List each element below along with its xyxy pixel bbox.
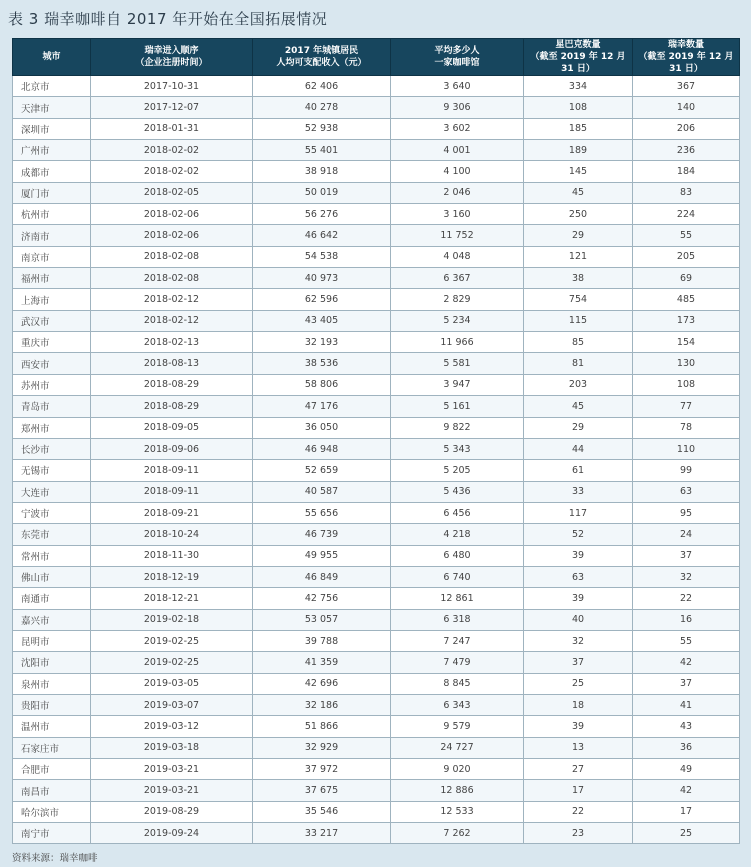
cell-entry-date: 2018-09-05 xyxy=(91,417,253,438)
cell-income: 50 019 xyxy=(253,182,391,203)
cell-city: 无锡市 xyxy=(13,460,91,481)
cell-luckin-count: 206 xyxy=(633,118,740,139)
cell-entry-date: 2019-08-29 xyxy=(91,801,253,822)
table-row xyxy=(13,353,740,374)
cell-people-per-cafe: 8 845 xyxy=(391,673,524,694)
cell-income: 33 217 xyxy=(253,823,391,844)
table-row xyxy=(13,588,740,609)
cell-starbucks-count: 81 xyxy=(524,353,633,374)
header-luckin-count xyxy=(633,39,740,76)
cell-luckin-count: 69 xyxy=(633,268,740,289)
cell-luckin-count: 25 xyxy=(633,823,740,844)
cell-entry-date: 2018-02-08 xyxy=(91,268,253,289)
cell-city: 北京市 xyxy=(13,76,91,97)
cell-income: 32 929 xyxy=(253,737,391,758)
cell-entry-date: 2019-03-18 xyxy=(91,737,253,758)
cell-income: 38 918 xyxy=(253,161,391,182)
cell-luckin-count: 236 xyxy=(633,140,740,161)
table-row xyxy=(13,161,740,182)
header-entry-order xyxy=(91,39,253,76)
cell-luckin-count: 55 xyxy=(633,630,740,651)
cell-luckin-count: 95 xyxy=(633,502,740,523)
cell-entry-date: 2019-03-21 xyxy=(91,759,253,780)
expansion-table xyxy=(12,38,740,844)
cell-people-per-cafe: 4 100 xyxy=(391,161,524,182)
cell-entry-date: 2018-09-06 xyxy=(91,438,253,459)
cell-income: 46 739 xyxy=(253,524,391,545)
cell-starbucks-count: 37 xyxy=(524,652,633,673)
table-row xyxy=(13,609,740,630)
cell-people-per-cafe: 5 234 xyxy=(391,310,524,331)
cell-people-per-cafe: 2 046 xyxy=(391,182,524,203)
cell-starbucks-count: 85 xyxy=(524,332,633,353)
cell-starbucks-count: 39 xyxy=(524,588,633,609)
cell-income: 40 973 xyxy=(253,268,391,289)
table-row xyxy=(13,524,740,545)
cell-city: 温州市 xyxy=(13,716,91,737)
cell-city: 青岛市 xyxy=(13,396,91,417)
cell-people-per-cafe: 5 436 xyxy=(391,481,524,502)
header-entry-order-line2: （企业注册时间） xyxy=(135,58,208,68)
cell-entry-date: 2019-02-25 xyxy=(91,630,253,651)
cell-starbucks-count: 108 xyxy=(524,97,633,118)
cell-starbucks-count: 334 xyxy=(524,76,633,97)
header-starbucks-count xyxy=(524,39,633,76)
cell-starbucks-count: 121 xyxy=(524,246,633,267)
cell-luckin-count: 99 xyxy=(633,460,740,481)
cell-income: 32 193 xyxy=(253,332,391,353)
cell-city: 宁波市 xyxy=(13,502,91,523)
cell-entry-date: 2019-03-07 xyxy=(91,694,253,715)
table-row xyxy=(13,566,740,587)
cell-people-per-cafe: 11 752 xyxy=(391,225,524,246)
header-people-per-cafe-line1: 平均多少人 xyxy=(434,46,480,56)
cell-luckin-count: 32 xyxy=(633,566,740,587)
cell-entry-date: 2018-11-30 xyxy=(91,545,253,566)
cell-people-per-cafe: 3 602 xyxy=(391,118,524,139)
cell-starbucks-count: 32 xyxy=(524,630,633,651)
table-row xyxy=(13,332,740,353)
cell-people-per-cafe: 4 001 xyxy=(391,140,524,161)
cell-people-per-cafe: 5 161 xyxy=(391,396,524,417)
table-row xyxy=(13,246,740,267)
cell-income: 39 788 xyxy=(253,630,391,651)
cell-income: 62 406 xyxy=(253,76,391,97)
cell-income: 53 057 xyxy=(253,609,391,630)
cell-luckin-count: 78 xyxy=(633,417,740,438)
header-starbucks-line2: （截至 2019 年 12 月 31 日） xyxy=(530,52,626,74)
cell-luckin-count: 130 xyxy=(633,353,740,374)
cell-starbucks-count: 754 xyxy=(524,289,633,310)
cell-luckin-count: 17 xyxy=(633,801,740,822)
cell-people-per-cafe: 9 020 xyxy=(391,759,524,780)
cell-city: 沈阳市 xyxy=(13,652,91,673)
cell-people-per-cafe: 5 581 xyxy=(391,353,524,374)
cell-luckin-count: 184 xyxy=(633,161,740,182)
cell-people-per-cafe: 6 318 xyxy=(391,609,524,630)
table-row xyxy=(13,118,740,139)
cell-starbucks-count: 145 xyxy=(524,161,633,182)
table-row xyxy=(13,630,740,651)
cell-income: 43 405 xyxy=(253,310,391,331)
cell-starbucks-count: 117 xyxy=(524,502,633,523)
cell-entry-date: 2019-03-21 xyxy=(91,780,253,801)
cell-luckin-count: 16 xyxy=(633,609,740,630)
cell-people-per-cafe: 7 247 xyxy=(391,630,524,651)
cell-city: 重庆市 xyxy=(13,332,91,353)
cell-income: 38 536 xyxy=(253,353,391,374)
cell-income: 55 401 xyxy=(253,140,391,161)
table-row xyxy=(13,204,740,225)
cell-starbucks-count: 250 xyxy=(524,204,633,225)
cell-income: 40 587 xyxy=(253,481,391,502)
header-luckin-line2: （截至 2019 年 12 月 31 日） xyxy=(638,52,734,74)
cell-income: 62 596 xyxy=(253,289,391,310)
cell-people-per-cafe: 5 343 xyxy=(391,438,524,459)
cell-entry-date: 2018-10-24 xyxy=(91,524,253,545)
table-title: 表 3 瑞幸咖啡自 2017 年开始在全国拓展情况 xyxy=(8,10,328,28)
cell-people-per-cafe: 4 218 xyxy=(391,524,524,545)
cell-starbucks-count: 203 xyxy=(524,374,633,395)
cell-people-per-cafe: 6 367 xyxy=(391,268,524,289)
table-row xyxy=(13,225,740,246)
cell-income: 37 972 xyxy=(253,759,391,780)
cell-entry-date: 2019-02-18 xyxy=(91,609,253,630)
cell-income: 58 806 xyxy=(253,374,391,395)
cell-people-per-cafe: 12 533 xyxy=(391,801,524,822)
cell-luckin-count: 36 xyxy=(633,737,740,758)
cell-luckin-count: 43 xyxy=(633,716,740,737)
cell-luckin-count: 22 xyxy=(633,588,740,609)
cell-starbucks-count: 189 xyxy=(524,140,633,161)
cell-entry-date: 2018-08-29 xyxy=(91,374,253,395)
cell-city: 长沙市 xyxy=(13,438,91,459)
cell-city: 杭州市 xyxy=(13,204,91,225)
table-row xyxy=(13,737,740,758)
cell-entry-date: 2018-02-05 xyxy=(91,182,253,203)
cell-luckin-count: 173 xyxy=(633,310,740,331)
header-income-line1: 2017 年城镇居民 xyxy=(284,46,359,56)
header-city-label: 城市 xyxy=(42,52,61,62)
cell-city: 上海市 xyxy=(13,289,91,310)
header-luckin-line1: 瑞幸数量 xyxy=(667,40,704,50)
cell-city: 成都市 xyxy=(13,161,91,182)
cell-city: 天津市 xyxy=(13,97,91,118)
cell-entry-date: 2018-09-21 xyxy=(91,502,253,523)
cell-starbucks-count: 39 xyxy=(524,716,633,737)
cell-city: 福州市 xyxy=(13,268,91,289)
cell-city: 广州市 xyxy=(13,140,91,161)
table-row xyxy=(13,182,740,203)
cell-luckin-count: 37 xyxy=(633,545,740,566)
cell-income: 52 659 xyxy=(253,460,391,481)
cell-entry-date: 2018-02-08 xyxy=(91,246,253,267)
cell-entry-date: 2018-02-12 xyxy=(91,310,253,331)
table-row xyxy=(13,481,740,502)
table-row xyxy=(13,417,740,438)
cell-city: 合肥市 xyxy=(13,759,91,780)
cell-luckin-count: 367 xyxy=(633,76,740,97)
cell-income: 47 176 xyxy=(253,396,391,417)
cell-city: 哈尔滨市 xyxy=(13,801,91,822)
header-row xyxy=(13,39,740,76)
cell-people-per-cafe: 3 160 xyxy=(391,204,524,225)
cell-luckin-count: 224 xyxy=(633,204,740,225)
cell-starbucks-count: 13 xyxy=(524,737,633,758)
cell-entry-date: 2019-03-05 xyxy=(91,673,253,694)
cell-people-per-cafe: 3 640 xyxy=(391,76,524,97)
cell-luckin-count: 154 xyxy=(633,332,740,353)
cell-city: 苏州市 xyxy=(13,374,91,395)
cell-starbucks-count: 29 xyxy=(524,225,633,246)
cell-people-per-cafe: 4 048 xyxy=(391,246,524,267)
cell-people-per-cafe: 6 456 xyxy=(391,502,524,523)
cell-city: 常州市 xyxy=(13,545,91,566)
cell-starbucks-count: 44 xyxy=(524,438,633,459)
cell-city: 南京市 xyxy=(13,246,91,267)
cell-people-per-cafe: 7 479 xyxy=(391,652,524,673)
cell-city: 南昌市 xyxy=(13,780,91,801)
cell-city: 大连市 xyxy=(13,481,91,502)
cell-entry-date: 2017-12-07 xyxy=(91,97,253,118)
table-row xyxy=(13,780,740,801)
cell-entry-date: 2018-02-13 xyxy=(91,332,253,353)
cell-income: 46 849 xyxy=(253,566,391,587)
header-starbucks-line1: 星巴克数量 xyxy=(555,40,601,50)
cell-entry-date: 2018-12-21 xyxy=(91,588,253,609)
cell-entry-date: 2017-10-31 xyxy=(91,76,253,97)
table-row xyxy=(13,310,740,331)
cell-luckin-count: 140 xyxy=(633,97,740,118)
cell-income: 46 642 xyxy=(253,225,391,246)
cell-luckin-count: 24 xyxy=(633,524,740,545)
cell-income: 37 675 xyxy=(253,780,391,801)
cell-luckin-count: 108 xyxy=(633,374,740,395)
cell-starbucks-count: 29 xyxy=(524,417,633,438)
table-row xyxy=(13,694,740,715)
cell-luckin-count: 42 xyxy=(633,652,740,673)
cell-city: 武汉市 xyxy=(13,310,91,331)
cell-entry-date: 2018-08-13 xyxy=(91,353,253,374)
cell-income: 35 546 xyxy=(253,801,391,822)
cell-entry-date: 2018-02-02 xyxy=(91,140,253,161)
cell-starbucks-count: 23 xyxy=(524,823,633,844)
cell-entry-date: 2019-02-25 xyxy=(91,652,253,673)
cell-starbucks-count: 45 xyxy=(524,396,633,417)
cell-entry-date: 2018-01-31 xyxy=(91,118,253,139)
cell-city: 石家庄市 xyxy=(13,737,91,758)
cell-city: 南通市 xyxy=(13,588,91,609)
cell-starbucks-count: 52 xyxy=(524,524,633,545)
source-note: 资料来源：瑞幸咖啡 xyxy=(12,853,98,864)
cell-luckin-count: 41 xyxy=(633,694,740,715)
cell-income: 41 359 xyxy=(253,652,391,673)
cell-entry-date: 2018-02-06 xyxy=(91,225,253,246)
cell-income: 52 938 xyxy=(253,118,391,139)
cell-people-per-cafe: 6 480 xyxy=(391,545,524,566)
table-row xyxy=(13,716,740,737)
cell-people-per-cafe: 7 262 xyxy=(391,823,524,844)
cell-city: 贵阳市 xyxy=(13,694,91,715)
cell-city: 昆明市 xyxy=(13,630,91,651)
cell-city: 佛山市 xyxy=(13,566,91,587)
table-row xyxy=(13,97,740,118)
cell-people-per-cafe: 12 886 xyxy=(391,780,524,801)
cell-entry-date: 2019-09-24 xyxy=(91,823,253,844)
cell-entry-date: 2018-02-02 xyxy=(91,161,253,182)
cell-people-per-cafe: 9 822 xyxy=(391,417,524,438)
cell-starbucks-count: 40 xyxy=(524,609,633,630)
table-row xyxy=(13,652,740,673)
cell-starbucks-count: 17 xyxy=(524,780,633,801)
cell-city: 嘉兴市 xyxy=(13,609,91,630)
table-row xyxy=(13,545,740,566)
cell-luckin-count: 42 xyxy=(633,780,740,801)
header-income-line2: 人均可支配收入（元） xyxy=(276,58,367,68)
header-income xyxy=(253,39,391,76)
cell-starbucks-count: 25 xyxy=(524,673,633,694)
cell-luckin-count: 77 xyxy=(633,396,740,417)
cell-starbucks-count: 22 xyxy=(524,801,633,822)
cell-luckin-count: 83 xyxy=(633,182,740,203)
cell-people-per-cafe: 5 205 xyxy=(391,460,524,481)
cell-luckin-count: 49 xyxy=(633,759,740,780)
cell-income: 54 538 xyxy=(253,246,391,267)
cell-income: 55 656 xyxy=(253,502,391,523)
table-row xyxy=(13,759,740,780)
cell-luckin-count: 205 xyxy=(633,246,740,267)
cell-city: 泉州市 xyxy=(13,673,91,694)
cell-income: 49 955 xyxy=(253,545,391,566)
cell-entry-date: 2018-09-11 xyxy=(91,460,253,481)
cell-entry-date: 2018-12-19 xyxy=(91,566,253,587)
cell-income: 56 276 xyxy=(253,204,391,225)
table-row xyxy=(13,502,740,523)
cell-starbucks-count: 185 xyxy=(524,118,633,139)
table-row xyxy=(13,140,740,161)
cell-city: 济南市 xyxy=(13,225,91,246)
cell-starbucks-count: 63 xyxy=(524,566,633,587)
cell-people-per-cafe: 3 947 xyxy=(391,374,524,395)
table-row xyxy=(13,801,740,822)
table-row xyxy=(13,289,740,310)
cell-starbucks-count: 27 xyxy=(524,759,633,780)
cell-luckin-count: 110 xyxy=(633,438,740,459)
cell-entry-date: 2018-08-29 xyxy=(91,396,253,417)
cell-luckin-count: 55 xyxy=(633,225,740,246)
cell-starbucks-count: 45 xyxy=(524,182,633,203)
cell-city: 西安市 xyxy=(13,353,91,374)
cell-people-per-cafe: 2 829 xyxy=(391,289,524,310)
cell-city: 郑州市 xyxy=(13,417,91,438)
cell-city: 东莞市 xyxy=(13,524,91,545)
cell-people-per-cafe: 6 343 xyxy=(391,694,524,715)
cell-people-per-cafe: 11 966 xyxy=(391,332,524,353)
table-row xyxy=(13,438,740,459)
cell-starbucks-count: 61 xyxy=(524,460,633,481)
cell-entry-date: 2019-03-12 xyxy=(91,716,253,737)
cell-income: 42 756 xyxy=(253,588,391,609)
cell-luckin-count: 63 xyxy=(633,481,740,502)
cell-entry-date: 2018-02-06 xyxy=(91,204,253,225)
cell-income: 42 696 xyxy=(253,673,391,694)
cell-people-per-cafe: 9 579 xyxy=(391,716,524,737)
cell-starbucks-count: 33 xyxy=(524,481,633,502)
header-people-per-cafe-line2: 一家咖啡馆 xyxy=(434,58,480,68)
cell-luckin-count: 485 xyxy=(633,289,740,310)
cell-starbucks-count: 115 xyxy=(524,310,633,331)
table-row xyxy=(13,673,740,694)
header-city xyxy=(13,39,91,76)
cell-entry-date: 2018-09-11 xyxy=(91,481,253,502)
cell-income: 51 866 xyxy=(253,716,391,737)
cell-luckin-count: 37 xyxy=(633,673,740,694)
header-people-per-cafe xyxy=(391,39,524,76)
cell-city: 深圳市 xyxy=(13,118,91,139)
cell-starbucks-count: 18 xyxy=(524,694,633,715)
cell-income: 46 948 xyxy=(253,438,391,459)
cell-entry-date: 2018-02-12 xyxy=(91,289,253,310)
cell-income: 32 186 xyxy=(253,694,391,715)
cell-city: 南宁市 xyxy=(13,823,91,844)
cell-people-per-cafe: 6 740 xyxy=(391,566,524,587)
table-row xyxy=(13,76,740,97)
table-row xyxy=(13,460,740,481)
cell-income: 40 278 xyxy=(253,97,391,118)
cell-income: 36 050 xyxy=(253,417,391,438)
cell-people-per-cafe: 9 306 xyxy=(391,97,524,118)
cell-people-per-cafe: 12 861 xyxy=(391,588,524,609)
table-row xyxy=(13,268,740,289)
cell-starbucks-count: 39 xyxy=(524,545,633,566)
cell-city: 厦门市 xyxy=(13,182,91,203)
header-entry-order-line1: 瑞幸进入顺序 xyxy=(144,46,199,56)
table-row xyxy=(13,374,740,395)
table-body xyxy=(13,76,740,844)
cell-starbucks-count: 38 xyxy=(524,268,633,289)
table-row xyxy=(13,823,740,844)
table-row xyxy=(13,396,740,417)
cell-people-per-cafe: 24 727 xyxy=(391,737,524,758)
